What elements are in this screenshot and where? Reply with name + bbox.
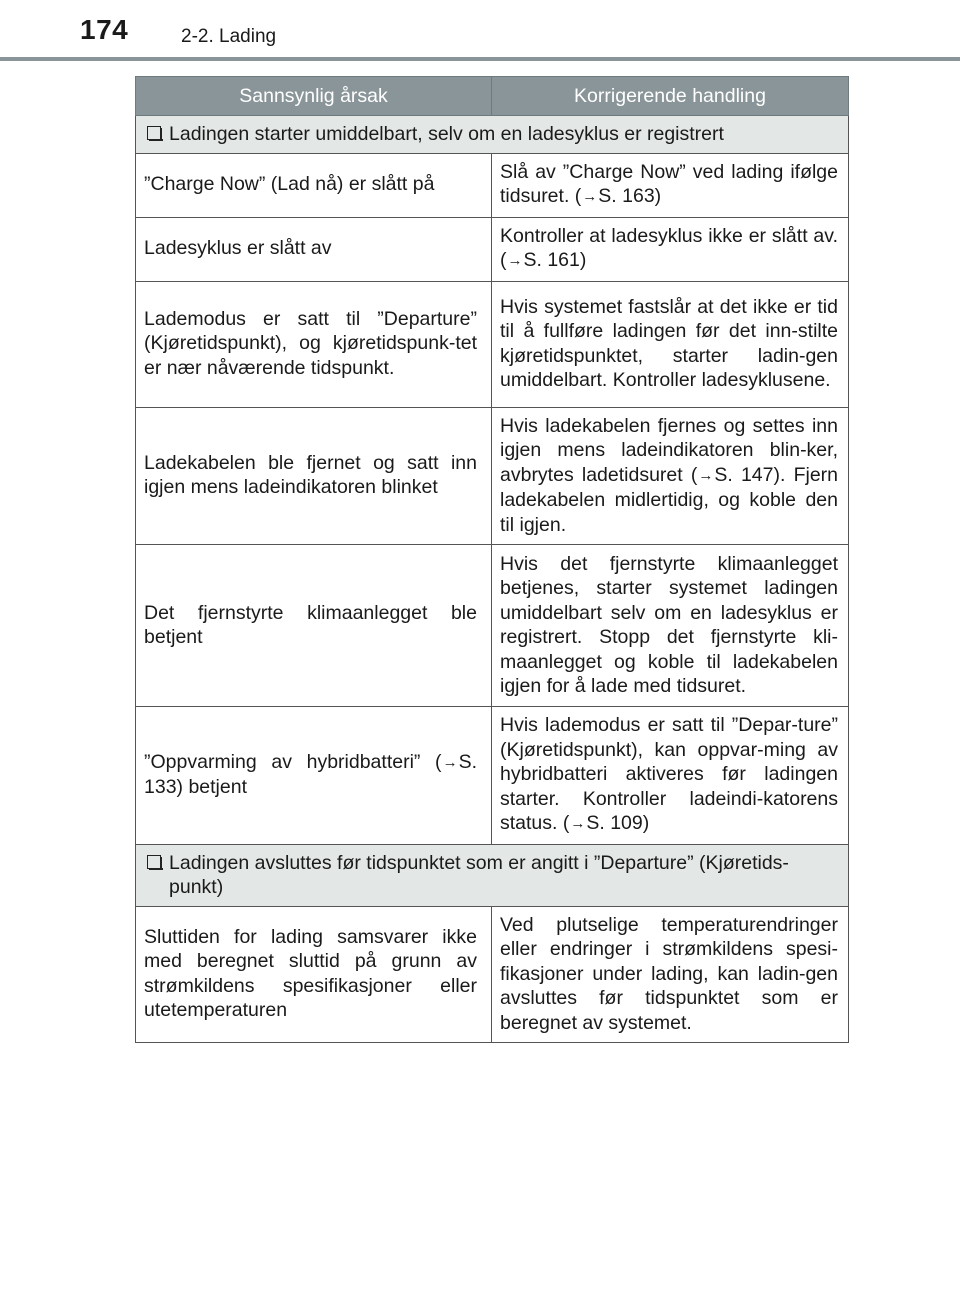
action-text: Slå av ”Charge Now” ved lading ifølge tidsuret. ( [500,160,838,207]
table-row [136,281,849,407]
table-row [136,407,849,545]
action-cell [492,707,849,845]
action-text: Kontroller at ladesyklus ikke er slått av. ( [500,224,838,271]
action-cell [492,407,849,545]
action-text-continued: S. 147). Fjern ladekabelen midlertidig, og koble den til igjen. [500,463,839,536]
page-reference: S. 161) [523,249,587,271]
table-row [136,153,849,217]
cause-cell: Lademodus er satt til ”Departure” (Kjøretidspunkt), og kjøretidspunk-tet er nær nåværende tidspunkt. [136,281,492,407]
table-row [136,545,849,707]
group-row-immediate-start [136,116,849,154]
cause-cell: ”Charge Now” (Lad nå) er slått på [136,153,492,217]
arrow-right-icon: → [570,815,586,832]
page-reference: S. 109) [586,812,650,834]
table-header-row [136,77,849,116]
page-header [0,0,960,62]
action-cell [492,217,849,281]
table-row [136,906,849,1043]
table-row [136,217,849,281]
group-cell [136,116,849,154]
arrow-right-icon: → [582,188,598,205]
action-text: Hvis lademodus er satt til ”Depar-ture” (Kjøretidspunkt), kan oppvar-ming av hybridbatteri aktiveres før ladingen starter. Kontroller ladeindi-katorens status. ( [500,714,838,834]
action-cell [492,153,849,217]
action-cell: Hvis systemet fastslår at det ikke er tid til å fullføre ladingen før det inn-stilte kjøretidspunktet, starter ladin-gen umiddelbart. Kontroller ladesyklusene. [492,281,849,407]
arrow-right-icon: → [507,252,523,269]
column-header-action: Korrigerende handling [492,77,849,116]
arrow-right-icon: → [442,753,458,771]
group-cell [136,844,849,906]
arrow-right-icon: → [698,466,714,484]
cause-text: ”Oppvarming av hybridbatteri” ( [144,750,442,773]
cause-text-continued: S. 133) betjent [144,750,477,799]
header-rule [0,57,960,61]
cause-cell: Ladesyklus er slått av [136,217,492,281]
table-row [136,707,849,845]
checkbox-icon [147,855,161,869]
section-title: 2-2. Lading [181,26,277,47]
column-header-cause: Sannsynlig årsak [136,77,492,116]
action-text: Hvis ladekabelen fjernes og settes inn igjen mens ladeindikatoren blin-ker, avbrytes ladetidsuret ( [500,414,838,486]
page-reference: S. 163) [598,185,662,207]
cause-cell: Ladekabelen ble fjernet og satt inn igjen mens ladeindikatoren blinket [136,407,492,545]
group-row-early-finish [136,844,849,906]
page-number: 174 [80,14,129,45]
checkbox-icon [147,126,161,140]
group-label: Ladingen avsluttes før tidspunktet som er angitt i ”Departure” (Kjøretids-punkt) [169,851,789,898]
cause-cell: Det fjernstyrte klimaanlegget ble betjent [136,545,492,707]
troubleshooting-table [135,76,849,1043]
group-label: Ladingen starter umiddelbart, selv om en ladesyklus er registrert [169,123,724,145]
cause-cell: Sluttiden for lading samsvarer ikke med beregnet sluttid på grunn av strømkildens spesifikasjoner eller utetemperaturen [136,906,492,1043]
action-cell: Hvis det fjernstyrte klimaanlegget betjenes, starter systemet ladingen umiddelbart selv om en ladesyklus er registrert. Stopp det fjernstyrte kli-maanlegget og koble til ladekabelen igjen for å lade med tidsuret. [492,545,849,707]
action-cell: Ved plutselige temperaturendringer eller endringer i strømkildens spesi-fikasjoner under lading, kan ladin-gen avsluttes før tidspunktet som er beregnet av systemet. [492,906,849,1043]
cause-cell [136,707,492,845]
